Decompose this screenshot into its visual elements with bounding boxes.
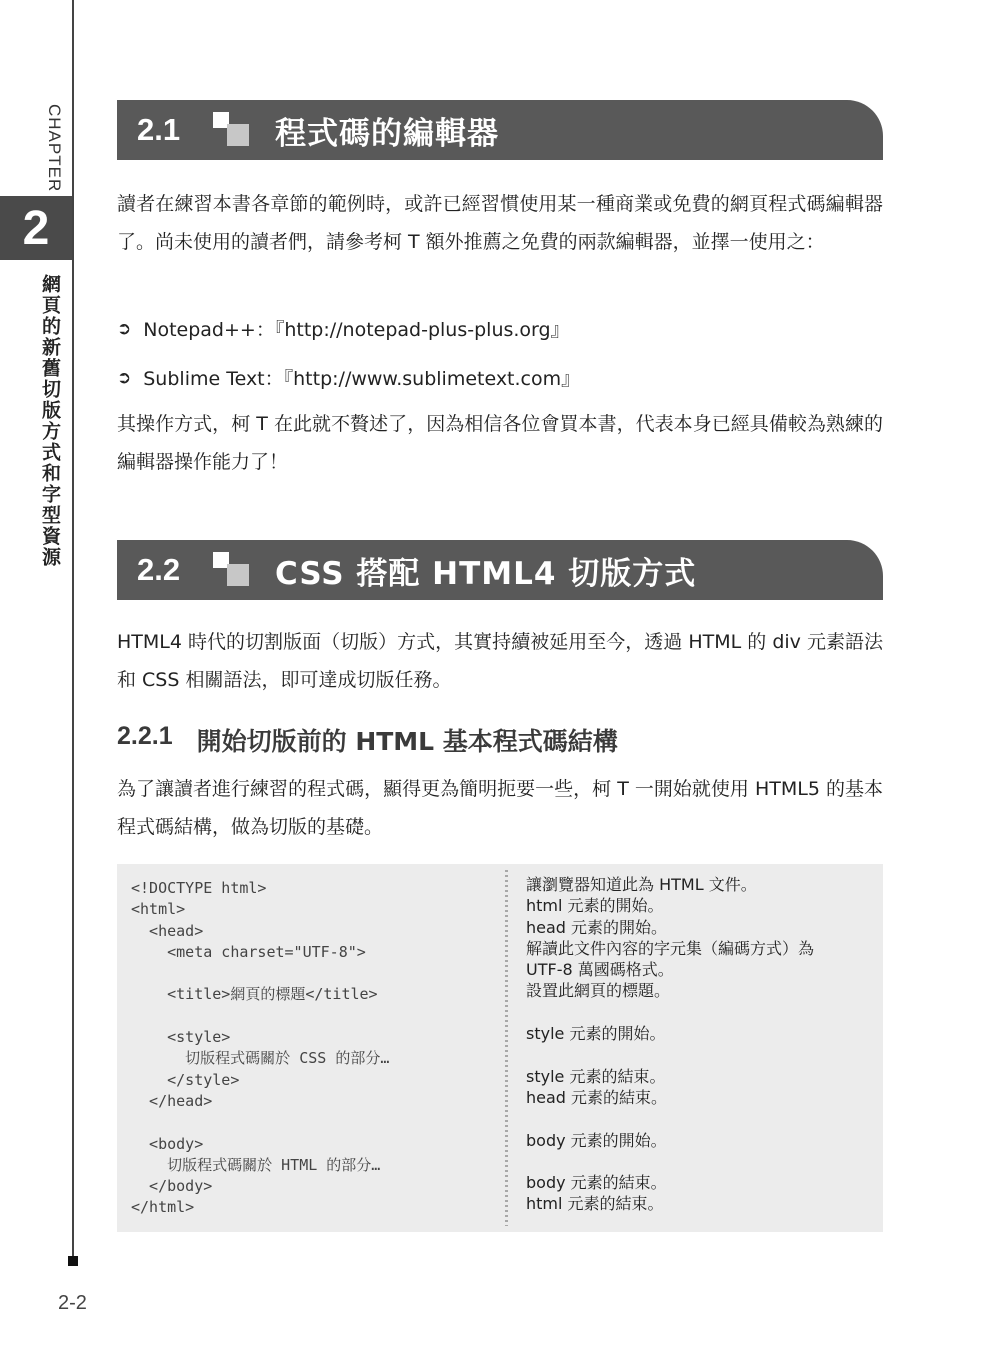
annotation-line: 設置此網頁的標題。 [526, 981, 671, 1001]
code-line: <html> [131, 900, 186, 919]
annotation-line: style 元素的結束。 [526, 1066, 666, 1086]
annotation-column [526, 874, 876, 1215]
subsection-heading [117, 722, 618, 758]
code-line: 切版程式碼關於 CSS 的部分… [131, 1049, 390, 1068]
code-line: 切版程式碼關於 HTML 的部分… [131, 1155, 381, 1174]
chapter-title: 網頁的新舊切版方式和字型資源 [39, 274, 61, 568]
section-title: CSS 搭配 HTML4 切版方式 [275, 555, 697, 592]
bullet-item [117, 315, 883, 342]
chapter-label: CHAPTER [45, 104, 64, 193]
annotation-line: head 元素的開始。 [526, 917, 668, 937]
code-line [131, 963, 501, 984]
two-squares-icon [213, 552, 253, 588]
section-header-2-1 [117, 100, 883, 160]
code-line: </html> [131, 1198, 195, 1217]
code-line: <!DOCTYPE html> [131, 879, 267, 897]
annotation-line: html 元素的開始。 [526, 896, 664, 916]
subsection-number: 2.2.1 [117, 722, 173, 750]
chapter-number-box [0, 196, 72, 260]
annotation-line: html 元素的結束。 [526, 1194, 664, 1214]
rail-end-marker [68, 1256, 78, 1266]
right-arrow-circle-icon: ➲ [117, 318, 132, 339]
bullet-item [117, 364, 883, 391]
annotation-line: UTF-8 萬國碼格式。 [526, 960, 674, 980]
code-line: </style> [131, 1070, 240, 1089]
code-line: </head> [131, 1091, 213, 1110]
bullet-text: Notepad++：『http://notepad-plus-plus.org』 [143, 319, 570, 341]
code-line: <title>網頁的標題</title> [131, 985, 378, 1004]
code-line [131, 1006, 501, 1027]
code-line: <head> [131, 921, 204, 940]
right-arrow-circle-icon: ➲ [117, 367, 132, 388]
annotation-line [526, 1151, 876, 1172]
two-squares-icon [213, 112, 253, 148]
section-number: 2.2 [137, 552, 181, 587]
annotation-line: 解讀此文件內容的字元集（編碼方式）為 [526, 938, 815, 958]
section-1-outro: 其操作方式，柯 T 在此就不贅述了，因為相信各位會買本書，代表本身已經具備較為熟練的編輯器操作能力了！ [117, 413, 883, 473]
code-line: </body> [131, 1177, 213, 1196]
chapter-number: 2 [22, 201, 50, 255]
section-title: 程式碼的編輯器 [275, 115, 499, 152]
annotation-line: 讓瀏覽器知道此為 HTML 文件。 [526, 875, 757, 894]
bullet-text: Sublime Text：『http://www.sublimetext.com』 [143, 368, 581, 390]
code-line: <body> [131, 1134, 204, 1153]
section-header-2-2 [117, 540, 883, 600]
subsection-title: 開始切版前的 HTML 基本程式碼結構 [196, 727, 618, 756]
code-line: <style> [131, 1028, 231, 1047]
annotation-line [526, 1002, 876, 1023]
code-line [131, 1112, 501, 1133]
dotted-divider [505, 870, 508, 1226]
code-line: <meta charset="UTF-8"> [131, 942, 366, 961]
code-example-box [117, 864, 883, 1232]
annotation-line: body 元素的開始。 [526, 1130, 667, 1150]
section-number: 2.1 [137, 112, 181, 147]
chapter-rail-line [72, 0, 74, 1262]
annotation-line: body 元素的結束。 [526, 1173, 667, 1193]
section-2-intro: HTML4 時代的切割版面（切版）方式，其實持續被延用至今，透過 HTML 的 div 元素語法和 CSS 相關語法，即可達成切版任務。 [117, 631, 883, 691]
section-1-intro: 讀者在練習本書各章節的範例時，或許已經習慣使用某一種商業或免費的網頁程式碼編輯器了。尚未使用的讀者們，請參考柯 T 額外推薦之免費的兩款編輯器，並擇一使用之： [117, 193, 883, 253]
annotation-line [526, 1044, 876, 1065]
annotation-line [526, 1108, 876, 1129]
annotation-line: head 元素的結束。 [526, 1087, 668, 1107]
annotation-line: style 元素的開始。 [526, 1024, 666, 1044]
subsection-intro: 為了讓讀者進行練習的程式碼，顯得更為簡明扼要一些，柯 T 一開始就使用 HTML5 的基本程式碼結構，做為切版的基礎。 [117, 778, 883, 838]
page-number: 2-2 [58, 1292, 87, 1314]
code-column [131, 878, 501, 1219]
